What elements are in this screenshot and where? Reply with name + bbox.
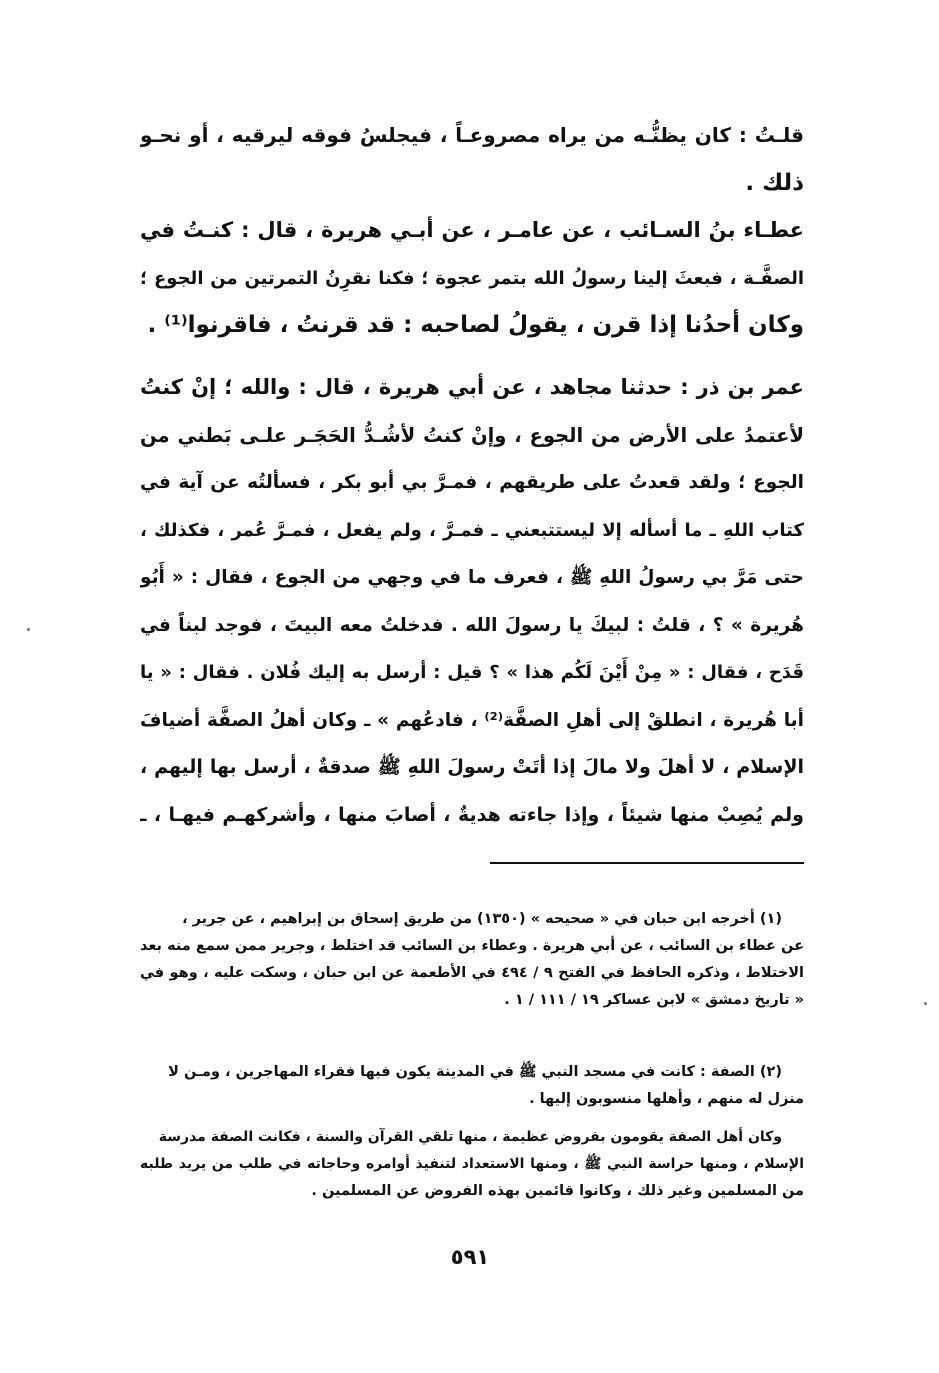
text-line: الإسلام ، لا أهلَ ولا مالَ إذا أتَتْ رسولَ اللهِ ﷺ صدقةٌ ، أرسل بها إليهم ، (140, 756, 804, 778)
text-line: عطـاء بنُ السـائب ، عن عامـر ، عن أبـي هريرة ، قال : كنـتُ في (140, 218, 804, 242)
scan-speck (27, 628, 30, 631)
footnote-1 (140, 906, 804, 1014)
text-line: ولم يُصِبْ منها شيئاً ، وإذا جاءته هديةٌ ، أصابَ منها ، وأشركهـم فيهـا ، ـ (140, 803, 804, 826)
text-line: وكان أحدُنا إذا قرن ، يقولُ لصاحبه : قد قرنتُ ، فاقرنوا⁽¹⁾ . (147, 312, 804, 338)
footnote-line: من المسلمين وغير ذلك ، وكانوا قائمين بهذه الفروض عن المسلمين . (311, 1183, 804, 1199)
paragraph-3 (140, 364, 804, 839)
text-line: قَدَح ، فقال : « مِنْ أَيْنَ لَكُم هذا » ؟ قيل : أرسل به إليك فُلان . فقال : « يا (140, 662, 804, 683)
text-line: الصفَّـة ، فبعثَ إلينا رسولُ الله بتمر عجوة ؛ فكنا نقرِنُ التمرتين من الجوع ؛ (140, 267, 804, 289)
footnote-separator (490, 862, 804, 864)
footnote-line: (١) أخرجه ابن حبان في « صحيحه » (١٣٥٠) من طريق إسحاق بن إبراهيم ، عن جرير ، (182, 911, 782, 927)
text-line: حتى مَرَّ بي رسولُ اللهِ ﷺ ، فعرف ما في وجهي من الجوع ، فقال : « أَبُو (140, 567, 804, 588)
footnote-2 (140, 1059, 804, 1113)
footnote-line: الاختلاط ، وذكره الحافظ في الفتح ٩ / ٤٩٤ في الأطعمة عن ابن حبان ، وسكت عليه ، وهو في (140, 965, 804, 981)
text-line: عمر بن ذر : حدثنا مجاهد ، عن أبي هريرة ، قال : والله ؛ إنْ كنتُ (140, 375, 804, 399)
text-line: ذلك . (745, 169, 804, 196)
footnote-line: (٢) الصفة : كانت في مسجد النبي ﷺ في المدينة يكون فيها فقراء المهاجرين ، ومـن لا (168, 1064, 782, 1080)
page-number: ٥٩١ (450, 1245, 490, 1269)
paragraph-1 (140, 112, 804, 207)
text-line: أبا هُريرة ، انطلقْ إلى أهلِ الصفَّة⁽²⁾ ، فادعُهم » ـ وكان أهلُ الصفَّة أضيافَ (140, 709, 804, 731)
text-line: لأعتمدُ على الأرض من الجوع ، وإنْ كنتُ لأشُـدُّ الحَجَـر علـى بَطني من (140, 423, 804, 447)
text-line: الجوع ؛ ولقد قعدتُ على طريقهم ، فمـرَّ بي أبو بكر ، فسألتُه عن آية في (140, 472, 804, 493)
footnote-line: الإسلام ، ومنها حراسة النبي ﷺ ، ومنها الاستعداد لتنفيذ أوامره وحاجاته في طلب من يريد طلبه (140, 1156, 804, 1172)
paragraph-2 (140, 207, 804, 350)
text-line: هُريرة » ؟ ، قلتُ : لبيكَ يا رسولَ الله . فدخلتُ معه البيتَ ، فوجد لبناً في (140, 614, 804, 636)
footnote-2-continuation (140, 1124, 804, 1205)
footnote-line: وكان أهل الصفة يقومون بفروض عظيمة ، منها تلقي القرآن والسنة ، فكانت الصفة مدرسة (158, 1129, 782, 1145)
text-line: كتاب اللهِ ـ ما أسأله إلا ليستتبعني ـ فمـرَّ ، ولم يفعل ، فمـرَّ عُمر ، فكذلك ، (140, 519, 804, 541)
footnote-line: « تاريخ دمشق » لابن عساكر ١٩ / ١١١ / ١ . (504, 992, 804, 1008)
scan-speck (924, 1002, 927, 1005)
text-line: قلـتُ : كان يظنُّـه من يراه مصروعـاً ، فيجلسُ فوقه ليرقيه ، أو نحـو (140, 123, 804, 147)
footnote-line: منزل له منهم ، وأهلها منسوبون إليها . (529, 1091, 804, 1107)
footnote-line: عن عطاء بن السائب ، عن أبي هريرة . وعطاء بن السائب قد اختلط ، وجرير ممن سمع منه بعد (140, 938, 804, 954)
